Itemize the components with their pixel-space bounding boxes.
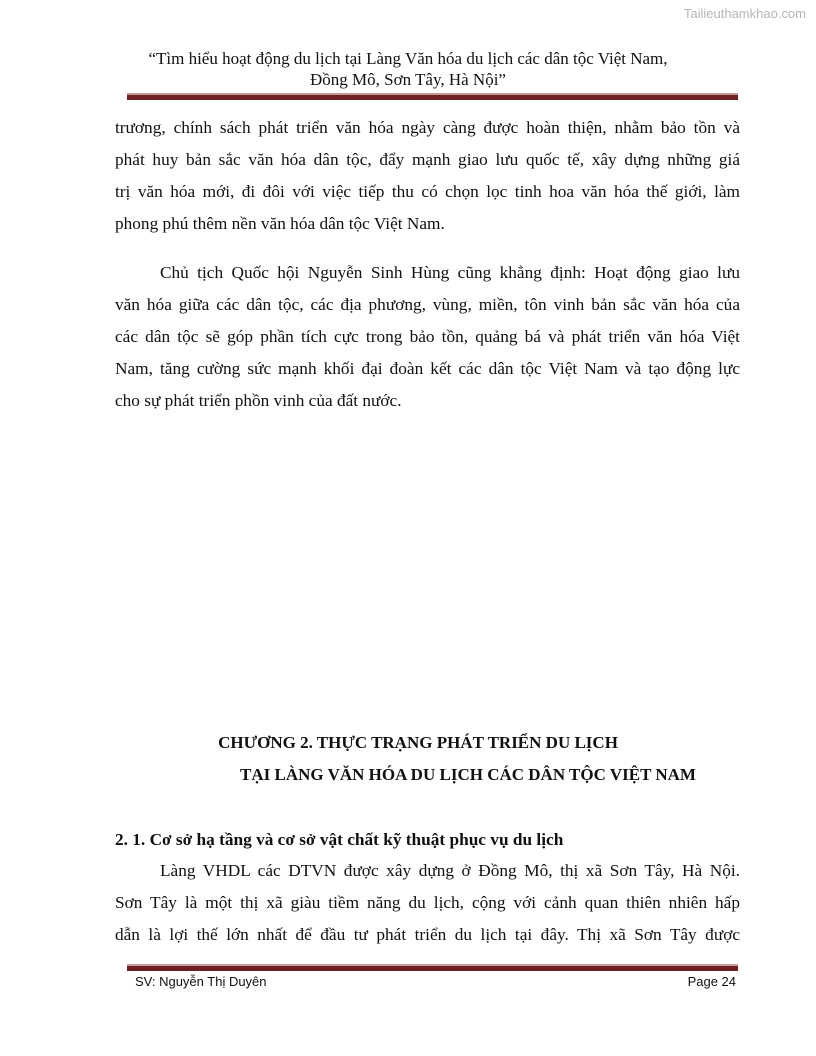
body-line: Làng VHDL các DTVN được xây dựng ở Đồng Mô, thị xã Sơn Tây, Hà Nội.: [160, 861, 740, 880]
body-line: cho sự phát triển phồn vinh của đất nước.: [115, 391, 402, 410]
body-line: trị văn hóa mới, đi đôi với việc tiếp thu có chọn lọc tinh hoa văn hóa thế giới, làm: [115, 182, 740, 201]
chapter-title-line-1: CHƯƠNG 2. THỰC TRẠNG PHÁT TRIỂN DU LỊCH: [218, 733, 618, 752]
body-line: phong phú thêm nền văn hóa dân tộc Việt Nam.: [115, 214, 445, 233]
watermark: Tailieuthamkhao.com: [683, 6, 806, 21]
header-line-1: “Tìm hiểu hoạt động du lịch tại Làng Văn hóa du lịch các dân tộc Việt Nam,: [148, 49, 668, 68]
body-line: Chủ tịch Quốc hội Nguyễn Sinh Hùng cũng khẳng định: Hoạt động giao lưu: [160, 263, 740, 282]
section-heading: 2. 1. Cơ sở hạ tầng và cơ sở vật chất kỹ thuật phục vụ du lịch: [115, 830, 564, 849]
page-number: Page 24: [687, 974, 736, 989]
running-header: [100, 48, 716, 90]
header-line-2: Đồng Mô, Sơn Tây, Hà Nội”: [310, 70, 506, 89]
chapter-title-line-2: TẠI LÀNG VĂN HÓA DU LỊCH CÁC DÂN TỘC VIỆT NAM: [240, 765, 696, 784]
body-line: các dân tộc sẽ góp phần tích cực trong bảo tồn, quảng bá và phát triển văn hóa Việt: [115, 327, 740, 346]
body-line: Sơn Tây là một thị xã giàu tiềm năng du lịch, cộng với cảnh quan thiên nhiên hấp: [115, 893, 740, 912]
body-line: trương, chính sách phát triển văn hóa ngày càng được hoàn thiện, nhằm bảo tồn và: [115, 118, 740, 137]
footer-author: SV: Nguyễn Thị Duyên: [135, 974, 267, 989]
header-rule: [127, 93, 738, 100]
body-line: Nam, tăng cường sức mạnh khối đại đoàn kết các dân tộc Việt Nam và tạo động lực: [115, 359, 740, 378]
body-line: dẫn là lợi thế lớn nhất để đầu tư phát triển du lịch tại đây. Thị xã Sơn Tây được: [115, 925, 740, 944]
body-line: văn hóa giữa các dân tộc, các địa phương, vùng, miền, tôn vinh bản sắc văn hóa của: [115, 295, 740, 314]
footer-rule: [127, 964, 738, 971]
body-line: phát huy bản sắc văn hóa dân tộc, đẩy mạnh giao lưu quốc tế, xây dựng những giá: [115, 150, 740, 169]
